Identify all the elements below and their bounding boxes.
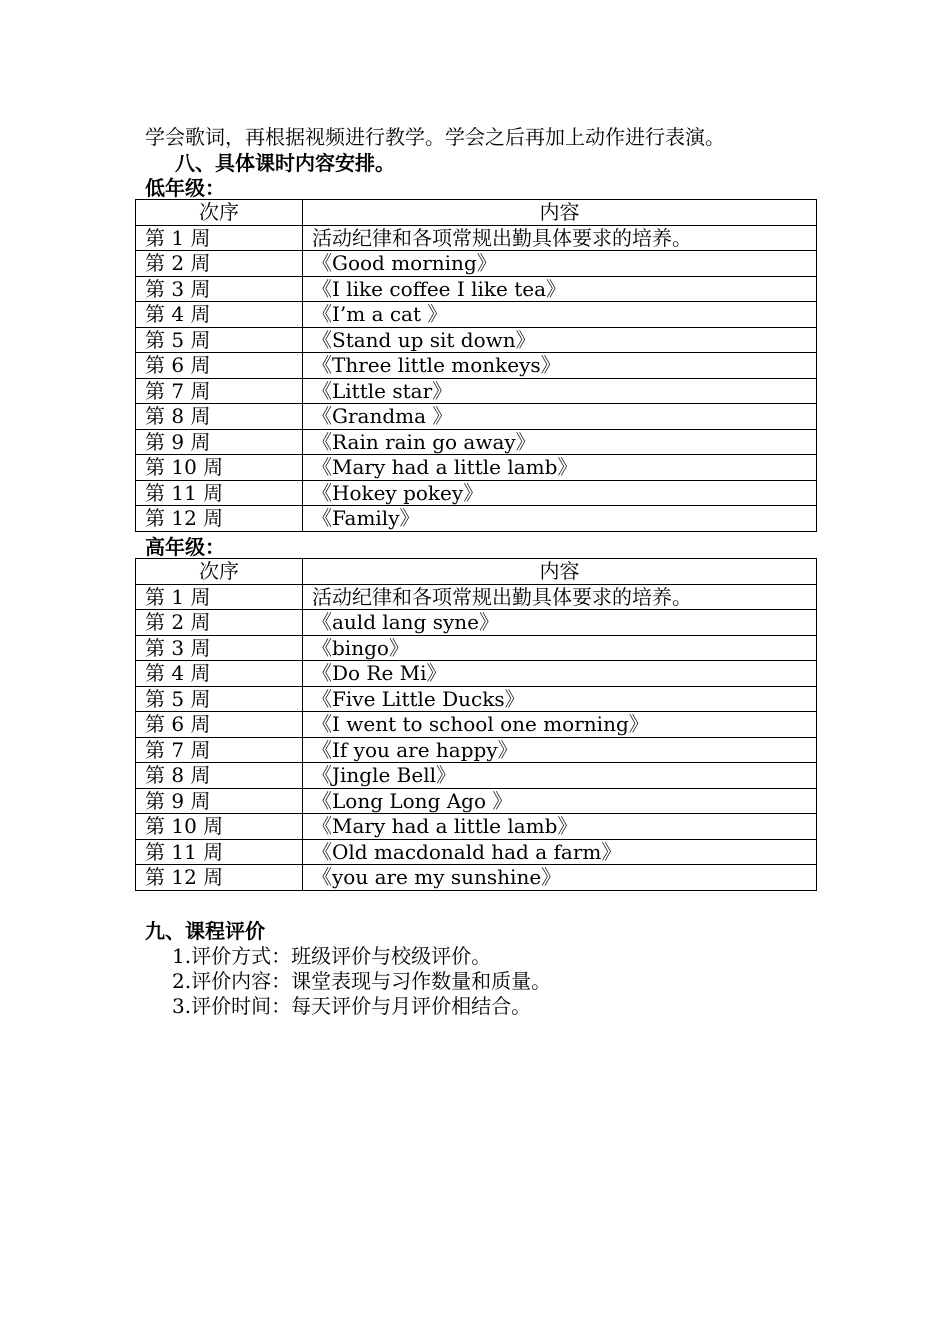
- week-cell: 第 3 周: [136, 276, 303, 302]
- table-row: [136, 302, 817, 328]
- week-cell: 第 2 周: [136, 610, 303, 636]
- evaluation-item: 3.评价时间：每天评价与月评价相结合。: [172, 994, 532, 1018]
- week-cell: 第 6 周: [136, 353, 303, 379]
- week-cell: 第 12 周: [136, 506, 303, 532]
- table-row: [136, 788, 817, 814]
- content-cell: 《Long Long Ago 》: [303, 788, 817, 814]
- table-row: [136, 225, 817, 251]
- high-grade-schedule-table: [135, 558, 817, 891]
- section-8-heading: 八、具体课时内容安排。: [175, 151, 395, 175]
- week-cell: 第 2 周: [136, 251, 303, 277]
- week-cell: 第 6 周: [136, 712, 303, 738]
- week-cell: 第 12 周: [136, 865, 303, 891]
- content-cell: 活动纪律和各项常规出勤具体要求的培养。: [303, 225, 817, 251]
- table-row: [136, 276, 817, 302]
- week-cell: 第 10 周: [136, 455, 303, 481]
- week-cell: 第 7 周: [136, 378, 303, 404]
- table-row: [136, 686, 817, 712]
- table-row: [136, 814, 817, 840]
- high-grade-label: 高年级：: [145, 535, 225, 559]
- week-cell: 第 5 周: [136, 327, 303, 353]
- content-cell: 《I went to school one morning》: [303, 712, 817, 738]
- table-row: [136, 455, 817, 481]
- content-cell: 《Good morning》: [303, 251, 817, 277]
- column-header-order: 次序: [136, 200, 303, 226]
- table-row: [136, 584, 817, 610]
- week-cell: 第 9 周: [136, 429, 303, 455]
- low-grade-label: 低年级：: [145, 176, 225, 200]
- content-cell: 《Stand up sit down》: [303, 327, 817, 353]
- week-cell: 第 5 周: [136, 686, 303, 712]
- content-cell: 《Grandma 》: [303, 404, 817, 430]
- table-row: [136, 610, 817, 636]
- content-cell: 《you are my sunshine》: [303, 865, 817, 891]
- column-header-content: 内容: [303, 200, 817, 226]
- content-cell: 《Do Re Mi》: [303, 661, 817, 687]
- week-cell: 第 4 周: [136, 661, 303, 687]
- table-row: [136, 378, 817, 404]
- table-row: [136, 635, 817, 661]
- table-row: [136, 661, 817, 687]
- table-row: [136, 763, 817, 789]
- content-cell: 《Mary had a little lamb》: [303, 814, 817, 840]
- week-cell: 第 1 周: [136, 584, 303, 610]
- content-cell: 活动纪律和各项常规出勤具体要求的培养。: [303, 584, 817, 610]
- table-row: [136, 712, 817, 738]
- table-row: [136, 839, 817, 865]
- week-cell: 第 8 周: [136, 763, 303, 789]
- week-cell: 第 11 周: [136, 839, 303, 865]
- table-header-row: [136, 559, 817, 585]
- content-cell: 《bingo》: [303, 635, 817, 661]
- content-cell: 《Jingle Bell》: [303, 763, 817, 789]
- table-row: [136, 353, 817, 379]
- table-row: [136, 429, 817, 455]
- week-cell: 第 7 周: [136, 737, 303, 763]
- week-cell: 第 3 周: [136, 635, 303, 661]
- content-cell: 《auld lang syne》: [303, 610, 817, 636]
- content-cell: 《Three little monkeys》: [303, 353, 817, 379]
- evaluation-item: 2.评价内容：课堂表现与习作数量和质量。: [172, 969, 552, 993]
- week-cell: 第 1 周: [136, 225, 303, 251]
- table-row: [136, 865, 817, 891]
- table-row: [136, 737, 817, 763]
- content-cell: 《Family》: [303, 506, 817, 532]
- content-cell: 《Mary had a little lamb》: [303, 455, 817, 481]
- column-header-order: 次序: [136, 559, 303, 585]
- week-cell: 第 11 周: [136, 480, 303, 506]
- content-cell: 《Hokey pokey》: [303, 480, 817, 506]
- week-cell: 第 10 周: [136, 814, 303, 840]
- evaluation-item: 1.评价方式：班级评价与校级评价。: [172, 944, 492, 968]
- week-cell: 第 9 周: [136, 788, 303, 814]
- table-row: [136, 251, 817, 277]
- table-row: [136, 506, 817, 532]
- content-cell: 《If you are happy》: [303, 737, 817, 763]
- table-row: [136, 404, 817, 430]
- content-cell: 《Five Little Ducks》: [303, 686, 817, 712]
- low-grade-schedule-table: [135, 199, 817, 532]
- content-cell: 《Rain rain go away》: [303, 429, 817, 455]
- content-cell: 《Old macdonald had a farm》: [303, 839, 817, 865]
- section-9-heading: 九、课程评价: [145, 919, 265, 943]
- table-row: [136, 327, 817, 353]
- content-cell: 《I like coffee I like tea》: [303, 276, 817, 302]
- intro-paragraph: 学会歌词，再根据视频进行教学。学会之后再加上动作进行表演。: [145, 125, 725, 149]
- table-row: [136, 480, 817, 506]
- content-cell: 《Little star》: [303, 378, 817, 404]
- content-cell: 《I’m a cat 》: [303, 302, 817, 328]
- column-header-content: 内容: [303, 559, 817, 585]
- week-cell: 第 8 周: [136, 404, 303, 430]
- table-header-row: [136, 200, 817, 226]
- week-cell: 第 4 周: [136, 302, 303, 328]
